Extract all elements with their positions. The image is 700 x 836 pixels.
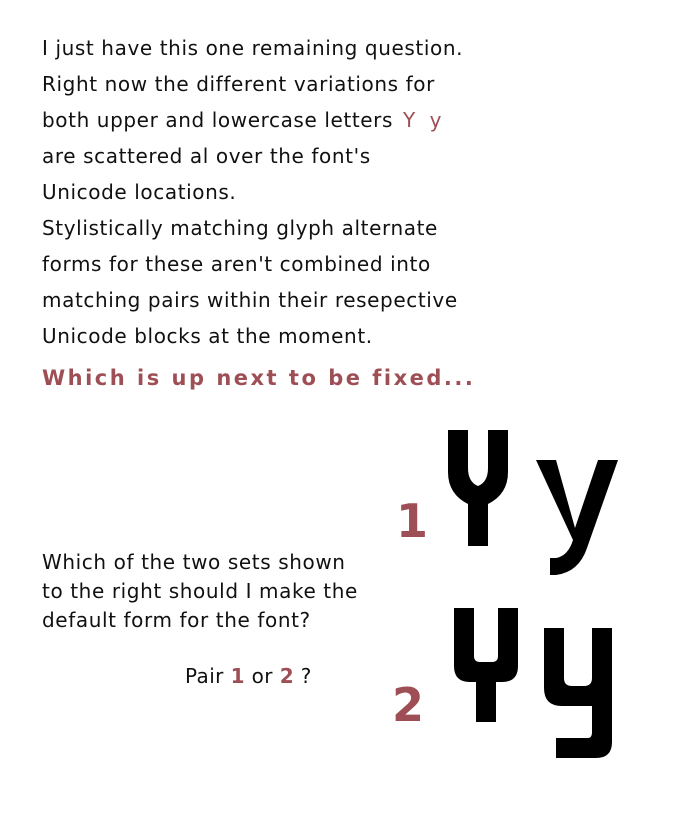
question-paragraph <box>42 548 402 635</box>
intro-line: I just have this one remaining question. <box>42 36 464 60</box>
set-2-label: 2 <box>392 678 425 732</box>
glyph-set-2 <box>454 608 612 758</box>
intro-line: forms for these aren't combined into <box>42 252 431 276</box>
pair-suffix: ? <box>300 664 312 688</box>
inline-letters-yy: Y y <box>403 108 446 132</box>
intro-line <box>42 102 512 138</box>
intro-paragraph <box>42 30 512 354</box>
next-heading: Which is up next to be fixed... <box>42 366 476 390</box>
glyph-lowercase-y-style-1 <box>536 460 618 575</box>
question-line: to the right should I make the <box>42 579 358 603</box>
question-line: default form for the font? <box>42 608 311 632</box>
glyph-set-1 <box>448 430 618 575</box>
intro-line: Unicode locations. <box>42 180 237 204</box>
pair-prompt <box>185 664 312 688</box>
glyph-lowercase-y-style-2 <box>544 628 612 758</box>
intro-line: are scattered al over the font's <box>42 144 371 168</box>
intro-line: matching pairs within their resepective <box>42 288 458 312</box>
pair-option-1: 1 <box>230 664 245 688</box>
glyph-sets-artwork <box>440 420 640 765</box>
pair-middle: or <box>251 664 273 688</box>
pair-option-2: 2 <box>279 664 295 688</box>
intro-line: Unicode blocks at the moment. <box>42 324 373 348</box>
intro-line: Stylistically matching glyph alternate <box>42 216 438 240</box>
set-1-label: 1 <box>396 494 429 548</box>
intro-line-text: both upper and lowercase letters <box>42 108 394 132</box>
intro-line: Right now the different variations for <box>42 72 435 96</box>
pair-prefix: Pair <box>185 664 224 688</box>
glyph-uppercase-y-style-1 <box>448 430 508 546</box>
glyph-uppercase-y-style-2 <box>454 608 518 722</box>
question-line: Which of the two sets shown <box>42 550 346 574</box>
